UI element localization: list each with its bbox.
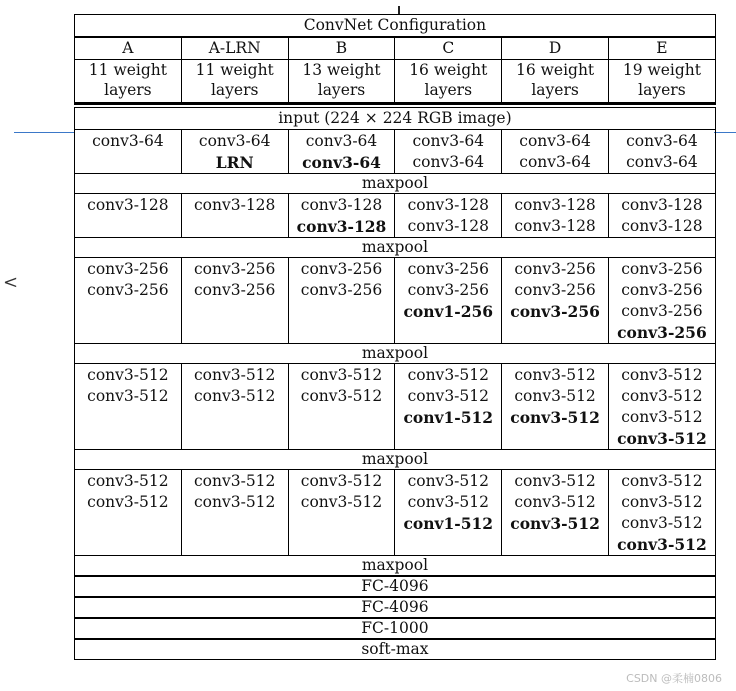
maxpool-row: maxpool (75, 174, 716, 194)
layer-entry: conv3-256 (300, 281, 383, 299)
depth-line: layers (424, 81, 473, 99)
tail-row: soft-max (75, 639, 716, 660)
layer-entry: conv3-512 (510, 408, 600, 427)
layer-entry: conv3-64 (519, 132, 591, 150)
layer-cell (181, 470, 288, 556)
layer-entry: conv3-64 (626, 132, 698, 150)
tail-row: FC-1000 (75, 618, 716, 639)
layer-entry: conv3-256 (621, 281, 703, 299)
depth-line: 16 weight (515, 61, 595, 79)
layer-cell (395, 470, 502, 556)
layer-entry: conv3-512 (514, 387, 596, 405)
depth-description-a (75, 60, 182, 104)
layer-entry: conv3-256 (510, 302, 600, 321)
layer-entry: conv3-512 (407, 366, 489, 384)
layer-entry: conv1-512 (403, 514, 494, 533)
depth-line: layers (638, 81, 686, 99)
layer-entry: conv3-256 (514, 281, 596, 299)
depth-line: 19 weight (622, 61, 702, 79)
layer-entry: conv3-256 (514, 260, 596, 278)
layer-entry: conv3-64 (302, 153, 381, 172)
layer-cell (181, 130, 288, 174)
layer-entry: conv3-512 (407, 472, 489, 490)
layer-entry: conv3-512 (87, 493, 169, 511)
layer-cell (181, 364, 288, 450)
layer-entry: conv3-512 (510, 514, 600, 533)
layer-cell (502, 258, 609, 344)
layer-block-row (75, 130, 716, 174)
depth-line: layers (317, 81, 366, 99)
layer-entry: conv3-512 (300, 387, 383, 405)
layer-entry: conv3-512 (621, 366, 703, 384)
layer-entry: conv3-128 (514, 217, 596, 235)
layer-block-row (75, 194, 716, 238)
layer-block-row (75, 258, 716, 344)
layer-entry: conv3-512 (514, 493, 596, 511)
layer-entry: conv3-256 (621, 302, 703, 320)
depth-description-b (288, 60, 395, 104)
chevron-left-icon: < (3, 272, 19, 293)
layer-entry: conv3-512 (87, 387, 169, 405)
layer-entry: conv3-128 (514, 196, 596, 214)
layer-cell (75, 194, 182, 238)
layer-cell (395, 130, 502, 174)
layer-entry: conv3-64 (305, 132, 378, 150)
layer-entry: conv3-256 (407, 281, 489, 299)
layer-cell (288, 470, 395, 556)
input-row: input (224 × 224 RGB image) (75, 108, 716, 130)
layer-entry: conv3-512 (300, 366, 383, 384)
layer-entry: conv3-64 (198, 132, 271, 150)
layer-entry: conv3-64 (412, 132, 485, 150)
layer-cell (75, 364, 182, 450)
layer-entry: conv3-64 (92, 132, 164, 150)
layer-entry: conv3-128 (621, 217, 703, 235)
layer-entry: conv3-512 (621, 514, 703, 532)
depth-line: layers (210, 81, 259, 99)
layer-cell (75, 470, 182, 556)
watermark: CSDN @柔楠0806 (626, 672, 722, 685)
depth-line: 11 weight (88, 61, 167, 79)
side-divider-left (14, 132, 74, 133)
layer-entry: conv3-256 (193, 260, 276, 278)
layer-cell (502, 194, 609, 238)
layer-entry: conv1-512 (403, 408, 494, 427)
depth-description-c (395, 60, 502, 104)
layer-entry: conv3-512 (407, 493, 489, 511)
layer-entry: conv3-128 (407, 196, 489, 214)
layer-entry: conv3-512 (617, 535, 707, 554)
layer-entry: conv3-256 (87, 281, 169, 299)
tail-row: FC-4096 (75, 576, 716, 597)
maxpool-row: maxpool (75, 344, 716, 364)
layer-entry: conv3-512 (621, 493, 703, 511)
layer-cell (395, 194, 502, 238)
layer-block-row (75, 364, 716, 450)
layer-cell (608, 364, 715, 450)
column-header-a: A (75, 37, 182, 60)
layer-cell (608, 130, 715, 174)
column-header-b: B (288, 37, 395, 60)
column-header-d: D (502, 37, 609, 60)
layer-entry: conv3-512 (300, 472, 383, 490)
column-header-c: C (395, 37, 502, 60)
layer-entry: conv3-128 (87, 196, 169, 214)
depth-line: layers (531, 81, 579, 99)
layer-entry: conv3-64 (412, 153, 485, 171)
layer-cell (608, 258, 715, 344)
layer-entry: conv3-512 (407, 387, 489, 405)
depth-line: 16 weight (409, 61, 488, 79)
layer-cell (288, 130, 395, 174)
tail-row: maxpool (75, 556, 716, 577)
layer-entry: conv1-256 (403, 302, 494, 321)
depth-line: layers (104, 81, 152, 99)
depth-line: 13 weight (302, 61, 381, 79)
column-header-a-lrn: A-LRN (181, 37, 288, 60)
layer-entry: conv3-512 (300, 493, 383, 511)
layer-entry: conv3-512 (617, 429, 707, 448)
layer-entry: conv3-256 (617, 323, 707, 342)
layer-entry: LRN (215, 153, 254, 172)
maxpool-row: maxpool (75, 238, 716, 258)
layer-entry: conv3-128 (621, 196, 703, 214)
layer-entry: conv3-512 (621, 472, 703, 490)
layer-cell (288, 194, 395, 238)
layer-entry: conv3-128 (407, 217, 489, 235)
layer-entry: conv3-128 (193, 196, 276, 214)
top-tick-mark (398, 6, 400, 14)
layer-cell (608, 194, 715, 238)
layer-entry: conv3-512 (193, 387, 276, 405)
layer-entry: conv3-512 (621, 408, 703, 426)
layer-entry: conv3-512 (621, 387, 703, 405)
tail-row: FC-4096 (75, 597, 716, 618)
layer-cell (181, 258, 288, 344)
depth-line: 11 weight (195, 61, 274, 79)
layer-entry: conv3-512 (87, 472, 169, 490)
layer-entry: conv3-256 (193, 281, 276, 299)
layer-cell (288, 258, 395, 344)
maxpool-row: maxpool (75, 450, 716, 470)
layer-cell (75, 258, 182, 344)
layer-cell (288, 364, 395, 450)
depth-description-d (502, 60, 609, 104)
layer-entry: conv3-256 (621, 260, 703, 278)
layer-cell (181, 194, 288, 238)
layer-entry: conv3-512 (87, 366, 169, 384)
layer-cell (502, 364, 609, 450)
layer-entry: conv3-512 (193, 493, 276, 511)
layer-entry: conv3-256 (87, 260, 169, 278)
layer-entry: conv3-512 (514, 472, 596, 490)
layer-entry: conv3-64 (626, 153, 698, 171)
layer-entry: conv3-512 (514, 366, 596, 384)
layer-cell (608, 470, 715, 556)
column-header-e: E (608, 37, 715, 60)
layer-cell (502, 470, 609, 556)
side-divider-right (714, 132, 736, 133)
layer-entry: conv3-512 (193, 366, 276, 384)
layer-cell (395, 258, 502, 344)
layer-cell (502, 130, 609, 174)
layer-entry: conv3-128 (300, 196, 383, 214)
depth-description-a-lrn (181, 60, 288, 104)
convnet-config-table (74, 14, 716, 660)
table-title: ConvNet Configuration (75, 15, 716, 38)
layer-entry: conv3-256 (407, 260, 489, 278)
layer-entry: conv3-256 (300, 260, 383, 278)
layer-block-row (75, 470, 716, 556)
layer-entry: conv3-64 (519, 153, 591, 171)
layer-cell (395, 364, 502, 450)
layer-entry: conv3-512 (193, 472, 276, 490)
layer-cell (75, 130, 182, 174)
depth-description-e (608, 60, 715, 104)
layer-entry: conv3-128 (296, 217, 387, 236)
